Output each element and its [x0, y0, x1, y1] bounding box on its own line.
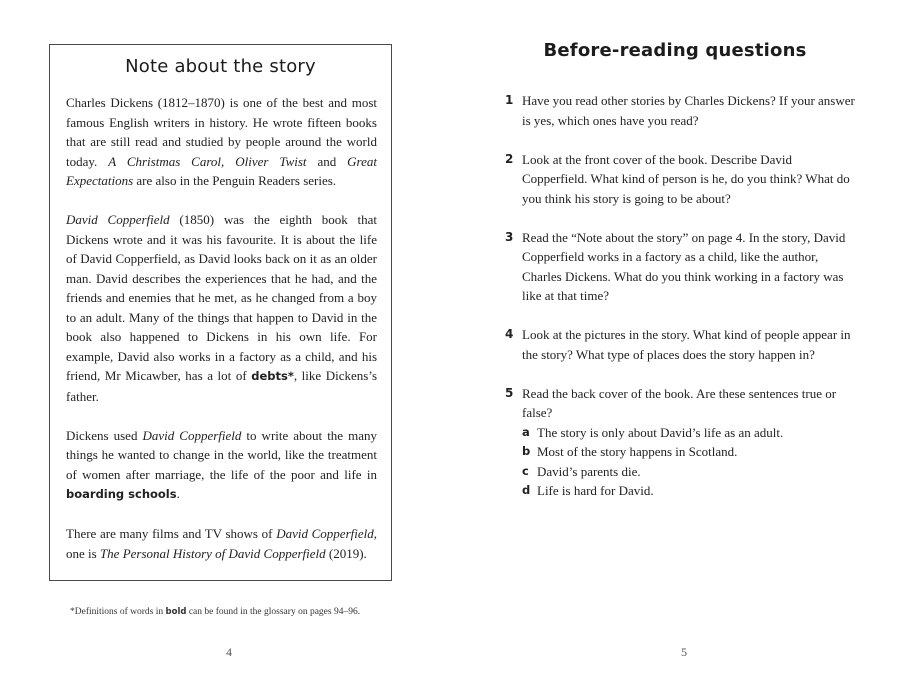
- paragraph-adaptations: There are many films and TV shows of David Copperfield, one is The Personal History of David Copperfield (2019).: [66, 526, 377, 561]
- option-item: [522, 423, 855, 443]
- paragraph-intro: Charles Dickens (1812–1870) is one of the best and most famous English writers in history. He wrote fifteen books that are still read and studied by people around the world today. A Christmas Carol, Oliver Twist and Great Expectations are also in the Penguin Readers series.: [66, 95, 377, 188]
- book-title: David Copperfield: [276, 526, 374, 541]
- question-item: [505, 384, 855, 501]
- box-body: [66, 93, 377, 583]
- story-note-box: [49, 44, 392, 581]
- question-number: 2: [505, 151, 514, 166]
- option-text: Life is hard for David.: [537, 483, 654, 498]
- question-text: Read the back cover of the book. Are these sentences true or false?: [522, 385, 837, 420]
- option-text: The story is only about David’s life as an adult.: [537, 424, 784, 440]
- film-title: The Personal History of David Copperfield: [99, 545, 326, 561]
- book-title: A Christmas Carol: [108, 153, 222, 169]
- option-letter: c: [522, 463, 529, 478]
- true-false-options: [522, 423, 855, 501]
- questions-title: Before-reading questions: [543, 40, 807, 61]
- glossary-word: debts*: [251, 369, 294, 383]
- page-number: 4: [226, 645, 232, 659]
- questions-list: [505, 91, 855, 520]
- option-text: David’s parents die.: [537, 463, 641, 479]
- paragraph-themes: Dickens used David Copperfield to write about the many things he wanted to change in the world, like the treatment of women after marriage, the life of the poor and life in boarding schools.: [66, 427, 377, 501]
- option-letter: d: [522, 483, 531, 497]
- book-title: Great Expectations: [66, 153, 377, 188]
- right-page: [450, 0, 900, 690]
- question-text: Look at the pictures in the story. What kind of people appear in the story? What type of places does the story happen in?: [522, 327, 851, 362]
- question-item: [505, 228, 855, 306]
- question-text: Read the “Note about the story” on page 4. In the story, David Copperfield works in a factory as a child, like the author, Charles Dickens. What do you think working in a factory was like at that time?: [522, 229, 846, 303]
- box-title: Note about the story: [125, 56, 316, 77]
- question-number: 4: [505, 327, 514, 341]
- question-number: 1: [505, 93, 514, 107]
- question-number: 3: [505, 229, 514, 244]
- question-number: 5: [505, 385, 514, 400]
- page-number: 5: [681, 645, 687, 659]
- option-letter: a: [522, 424, 530, 439]
- question-text: Have you read other stories by Charles Dickens? If your answer is yes, which ones have you read?: [522, 93, 855, 128]
- paragraph-book: David Copperfield (1850) was the eighth book that Dickens wrote and it was his favourite. It is about the life of David Copperfield, as David looks back on it as an older man. David describes the experiences that he had, and the friends and enemies that he met, as he changed from a boy to an adult. Many of the things that happen to David in the book also happened to Dickens in his own life. For example, David also works in a factory as a child, and his friend, Mr Micawber, has a lot of debts*, like Dickens’s father.: [66, 212, 378, 404]
- book-title: David Copperfield: [142, 427, 242, 443]
- option-item: [522, 442, 855, 462]
- question-text: Look at the front cover of the book. Describe David Copperfield. What kind of person is he, do you think? What do you think his story is going to be about?: [522, 151, 850, 206]
- question-item: [505, 325, 855, 364]
- option-letter: b: [522, 444, 531, 458]
- book-title: Oliver Twist: [235, 153, 307, 169]
- option-text: Most of the story happens in Scotland.: [537, 444, 738, 459]
- glossary-word: boarding schools: [66, 487, 177, 501]
- question-item: [505, 150, 855, 209]
- question-item: [505, 91, 855, 130]
- book-title: David Copperfield: [66, 212, 170, 227]
- option-item: [522, 481, 855, 501]
- footnote: *Definitions of words in bold can be found in the glossary on pages 94–96.: [70, 607, 361, 617]
- option-item: [522, 462, 855, 482]
